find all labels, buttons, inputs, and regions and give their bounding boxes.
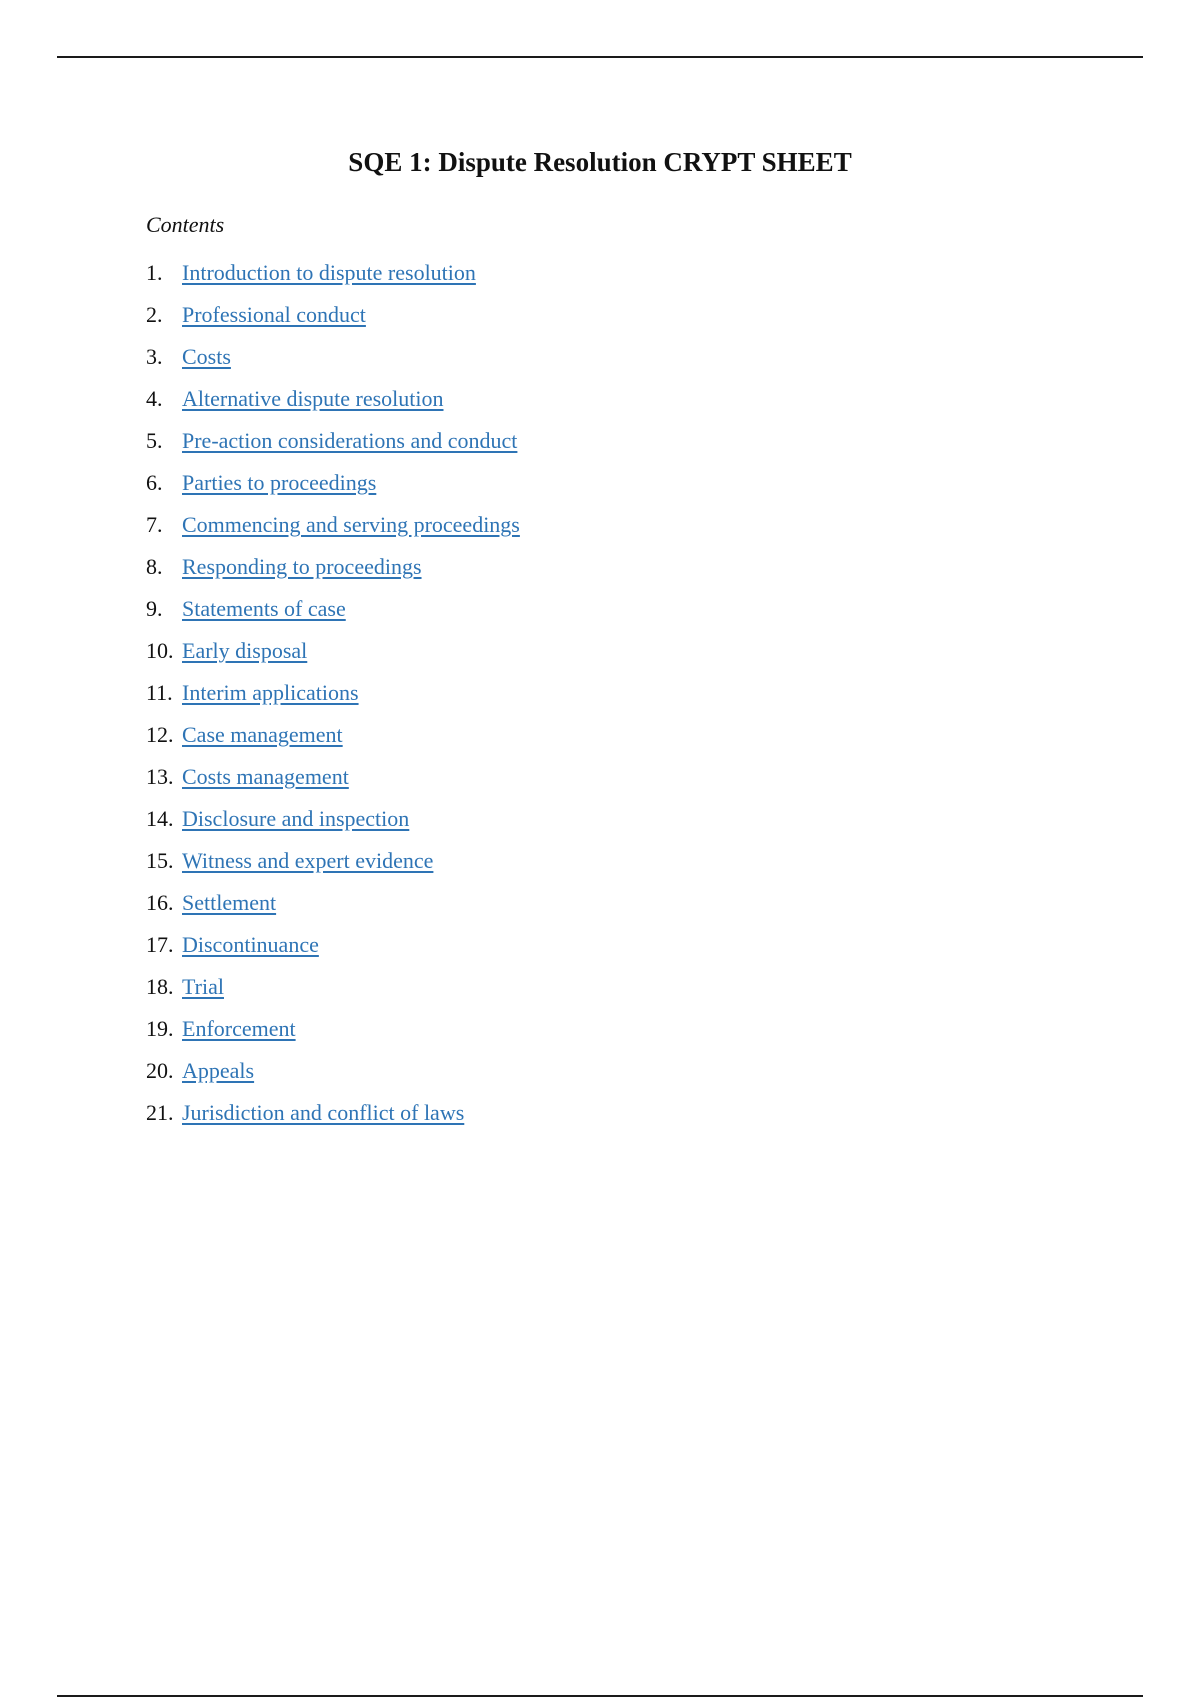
toc-item [146, 468, 520, 510]
toc-link[interactable]: Jurisdiction and conflict of laws [182, 1100, 465, 1125]
toc-link[interactable]: Costs management [182, 764, 349, 789]
toc-item-number: 16. [146, 890, 174, 915]
toc-item [146, 636, 520, 678]
toc-link[interactable]: Statements of case [182, 596, 346, 621]
toc-item-number: 18. [146, 974, 174, 999]
toc-item-number: 8. [146, 554, 163, 579]
toc-item-number: 17. [146, 932, 174, 957]
toc-link[interactable]: Enforcement [182, 1016, 296, 1041]
toc-link[interactable]: Costs [182, 344, 231, 369]
toc-link[interactable]: Settlement [182, 890, 277, 915]
toc-link[interactable]: Professional conduct [182, 302, 366, 327]
toc-link[interactable]: Interim applications [182, 680, 359, 705]
toc-item-number: 2. [146, 302, 163, 327]
toc-item [146, 300, 520, 342]
toc-item-number: 11. [146, 680, 173, 705]
toc-item [146, 258, 520, 300]
toc-item [146, 594, 520, 636]
toc-item [146, 1056, 520, 1098]
toc-item [146, 888, 520, 930]
toc-item-number: 4. [146, 386, 163, 411]
toc-item [146, 846, 520, 888]
toc-item [146, 804, 520, 846]
toc-item [146, 342, 520, 384]
toc-item-number: 15. [146, 848, 174, 873]
toc-item-number: 13. [146, 764, 174, 789]
toc-link[interactable]: Early disposal [182, 638, 308, 663]
toc-item [146, 762, 520, 804]
toc-item [146, 552, 520, 594]
toc-item [146, 720, 520, 762]
toc-link[interactable]: Responding to proceedings [182, 554, 422, 579]
toc-link[interactable]: Appeals [182, 1058, 255, 1083]
toc-item-number: 14. [146, 806, 174, 831]
contents-heading: Contents [146, 212, 225, 237]
page-title: SQE 1: Dispute Resolution CRYPT SHEET [348, 147, 852, 177]
toc-link[interactable]: Witness and expert evidence [182, 848, 434, 873]
toc-item [146, 1014, 520, 1056]
header-rule [57, 56, 1143, 58]
table-of-contents [146, 258, 520, 1140]
toc-link[interactable]: Case management [182, 722, 343, 747]
toc-item-number: 21. [146, 1100, 174, 1125]
toc-item-number: 3. [146, 344, 163, 369]
footer-rule [57, 1695, 1143, 1697]
toc-item-number: 5. [146, 428, 163, 453]
toc-link[interactable]: Pre-action considerations and conduct [182, 428, 518, 453]
toc-item [146, 510, 520, 552]
toc-item-number: 9. [146, 596, 163, 621]
toc-link[interactable]: Trial [182, 974, 224, 999]
toc-link[interactable]: Commencing and serving proceedings [182, 512, 520, 537]
toc-item [146, 384, 520, 426]
toc-item [146, 426, 520, 468]
toc-item-number: 1. [146, 260, 163, 285]
toc-link[interactable]: Disclosure and inspection [182, 806, 410, 831]
toc-item-number: 7. [146, 512, 163, 537]
toc-item-number: 20. [146, 1058, 174, 1083]
toc-item-number: 12. [146, 722, 174, 747]
toc-item [146, 972, 520, 1014]
toc-item [146, 678, 520, 720]
toc-item [146, 1098, 520, 1140]
toc-item [146, 930, 520, 972]
toc-link[interactable]: Alternative dispute resolution [182, 386, 444, 411]
toc-item-number: 6. [146, 470, 163, 495]
toc-link[interactable]: Parties to proceedings [182, 470, 377, 495]
toc-link[interactable]: Introduction to dispute resolution [182, 260, 476, 285]
toc-link[interactable]: Discontinuance [182, 932, 319, 957]
toc-item-number: 19. [146, 1016, 174, 1041]
toc-item-number: 10. [146, 638, 174, 663]
